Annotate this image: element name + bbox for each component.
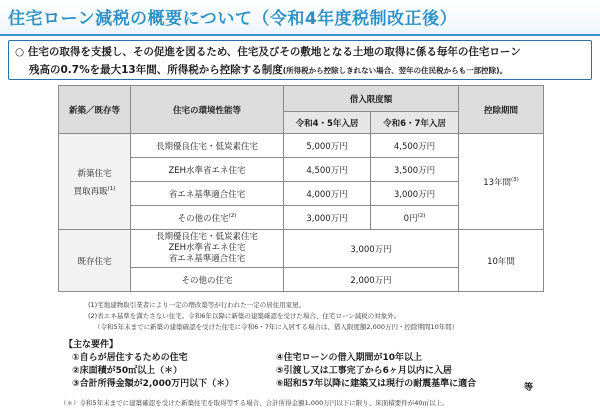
existing-perf-line-2: ZEH水準省エネ住宅: [168, 243, 246, 253]
existing-period: 10年間: [459, 230, 544, 292]
new-row-4-r45: 3,000万円: [284, 206, 371, 230]
new-housing-label-1: 新築住宅: [77, 168, 112, 179]
summary-box: [8, 40, 592, 80]
new-row-4-r67-sup: (2): [417, 212, 426, 219]
footnote: （＊）令和5年末までに建築確認を受けた新築住宅を取得等する場合、合計所得金額1,000万円以下に限り、床面積要件が40㎡以上。: [60, 399, 449, 407]
existing-perf-line-3: 省エネ基準適合住宅: [168, 254, 246, 264]
new-row-3-r67: 3,000万円: [371, 182, 459, 206]
header-period: 控除期間: [459, 86, 544, 134]
requirements-title: 【主な要件】: [64, 340, 119, 350]
page-title: 住宅ローン減税の概要について（令和4年度税制改正後）: [8, 9, 458, 29]
existing-row-2-limit: 2,000万円: [284, 268, 459, 292]
existing-row-1-limit: 3,000万円: [284, 230, 459, 268]
new-row-4-perf-cell: [131, 206, 284, 230]
summary-line-1: [15, 44, 521, 59]
requirements-box: [58, 337, 543, 397]
new-row-1-perf: 長期優良住宅・低炭素住宅: [131, 134, 284, 158]
summary-line-2: [29, 62, 507, 77]
summary-text-2: 残高の0.7%を最大13年間、所得税から控除する制度: [29, 64, 283, 76]
new-housing-sup: (1): [107, 185, 116, 192]
requirement-5: ⑤引渡し又は工事完了から6ヶ月以内に入居: [276, 366, 452, 376]
new-row-1-r67: 4,500万円: [371, 134, 459, 158]
existing-housing-label: 既存住宅: [59, 230, 131, 292]
existing-row-2-perf: その他の住宅: [131, 268, 284, 292]
requirement-3: ③合計所得金額が2,000万円以下（＊）: [72, 379, 235, 389]
loan-limit-table: [58, 85, 544, 292]
summary-note: (所得税から控除しきれない場合、翌年の住民税からも一部控除)。: [282, 66, 508, 75]
new-row-3-perf: 省エネ基準適合住宅: [131, 182, 284, 206]
summary-bullet: ○: [15, 46, 25, 58]
header-r67: 令和6・7年入居: [371, 112, 459, 134]
requirement-2: ②床面積が50㎡以上（＊）: [72, 366, 183, 376]
new-row-4-r67-cell: [371, 206, 459, 230]
new-period-cell: [459, 134, 544, 230]
new-housing-label-2-wrap: [59, 185, 130, 197]
requirement-1: ①自らが居住するための住宅: [72, 353, 188, 363]
existing-row-1-perf: [131, 230, 284, 268]
new-period-sup: (3): [511, 176, 519, 183]
new-row-4-perf: その他の住宅: [177, 213, 229, 224]
requirement-4: ④住宅ローンの借入期間が10年以上: [276, 353, 422, 363]
note-1: (1)宅地建物取引業者により一定の増改築等が行われた一定の居住用家屋。: [88, 301, 306, 309]
title-bar: [0, 0, 600, 36]
note-2: (2)省エネ基準を満たさない住宅。令和6年以降に新築の建築確認を受けた場合、住宅ローン減税の対象外。: [88, 312, 401, 320]
new-period: 13年間: [483, 177, 512, 188]
new-row-3-r45: 4,000万円: [284, 182, 371, 206]
header-performance: 住宅の環境性能等: [131, 86, 284, 134]
header-limit: 借入限度額: [284, 86, 459, 112]
new-row-2-perf: ZEH水準省エネ住宅: [131, 158, 284, 182]
new-housing-label-2: 買取再販: [73, 186, 108, 197]
existing-perf-line-1: 長期優良住宅・低炭素住宅: [155, 232, 258, 242]
requirements-etc: 等: [524, 383, 534, 393]
new-row-4-sup: (2): [228, 212, 237, 219]
summary-text-1: 住宅の取得を支援し、その促進を図るため、住宅及びその敷地となる土地の取得に係る毎年の住宅ローン: [27, 46, 521, 58]
requirement-6: ⑥昭和57年以降に建築又は現行の耐震基準に適合: [276, 379, 477, 389]
table-notes: [88, 300, 458, 333]
note-3: （令和5年末までに新築の建築確認を受けた住宅に令和6・7年に入居する場合は、借入限度額2,000万円・控除期間10年間）: [94, 323, 459, 331]
new-row-2-r67: 3,500万円: [371, 158, 459, 182]
header-r45: 令和4・5年入居: [284, 112, 371, 134]
new-housing-label: [59, 134, 131, 230]
new-row-2-r45: 4,500万円: [284, 158, 371, 182]
header-type: 新築／既存等: [59, 86, 131, 134]
new-row-1-r45: 5,000万円: [284, 134, 371, 158]
new-row-4-r67: 0円: [403, 213, 418, 224]
